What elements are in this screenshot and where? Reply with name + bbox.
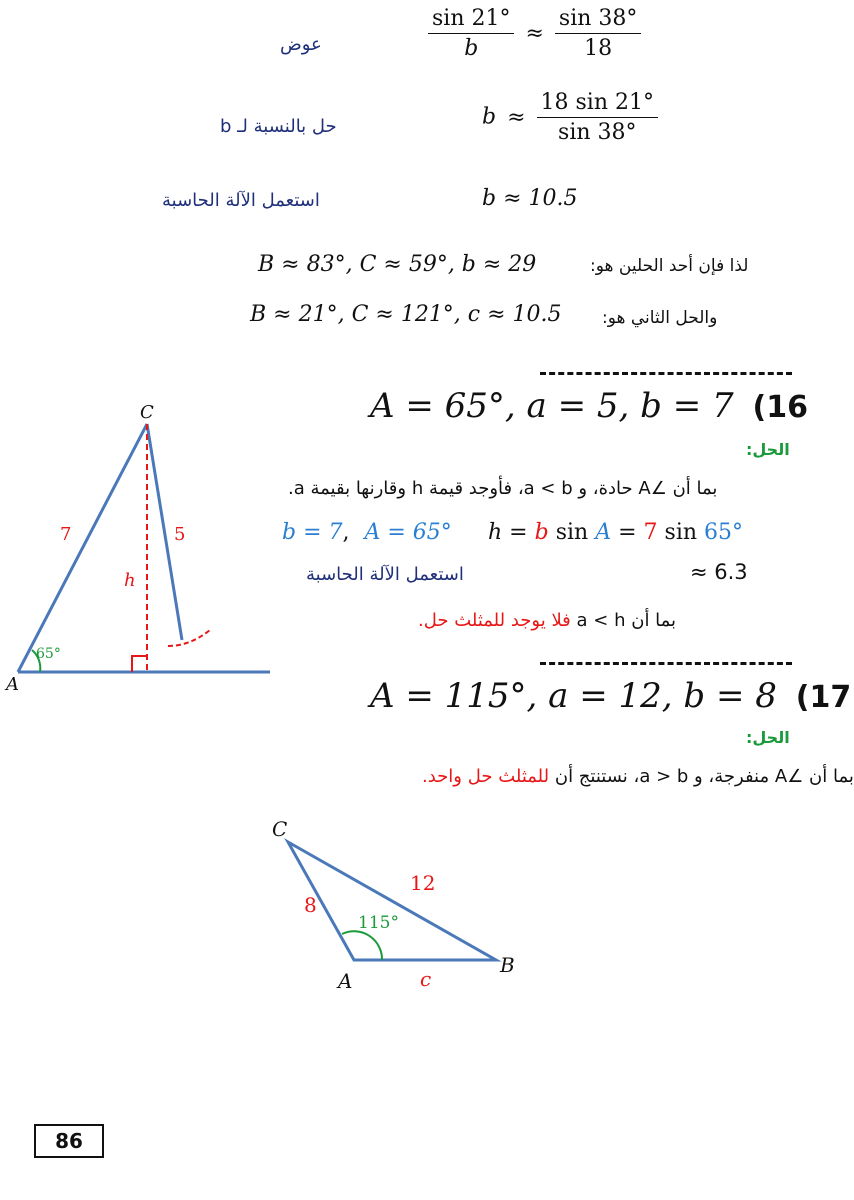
- figure17-vertex-c: C: [272, 817, 288, 841]
- problem17-line1-prefix: بما أن ∠A منفرجة، و a > b، نستنتج أن: [554, 766, 854, 787]
- step2-den: sin 38°: [558, 120, 637, 145]
- step1-lhs-den: b: [464, 36, 479, 61]
- separator-2: [540, 662, 792, 665]
- h-formula: [488, 520, 743, 545]
- h-formula-b: b: [534, 520, 549, 545]
- problem17-line1-red: للمثلث حل واحد.: [422, 766, 550, 787]
- problem16-solution-label: الحل:: [746, 440, 790, 459]
- h-formula-eq: =: [618, 520, 637, 545]
- problem16-conclusion: [418, 610, 676, 631]
- figure17-triangle: [260, 812, 540, 1012]
- step3-expr: b ≈ 10.5: [482, 186, 578, 211]
- h-formula-a: A: [595, 520, 612, 545]
- value-angle-a: A = 65°: [364, 520, 452, 545]
- h-formula-angle: 65°: [704, 520, 744, 545]
- problem17-line1: [422, 766, 854, 787]
- problem16-heading: [370, 386, 808, 426]
- problem17-given: A = 115°, a = 12, b = 8: [370, 676, 777, 716]
- step1-approx: ≈: [525, 20, 544, 46]
- figure17-outline: [288, 842, 496, 960]
- figure17-side-b-label: 8: [304, 893, 317, 917]
- problem17-solution-label: الحل:: [746, 728, 790, 747]
- figure17-side-a-label: 12: [410, 871, 436, 895]
- problem16-conclusion-red: فلا يوجد للمثلث حل.: [418, 610, 571, 631]
- problem16-values: b = 7, A = 65°: [282, 520, 452, 545]
- step2-fraction: [537, 90, 658, 145]
- h-formula-sin2: sin: [664, 520, 698, 545]
- figure17-vertex-b: B: [500, 953, 515, 977]
- h-formula-lhs: h =: [488, 520, 528, 545]
- step1-lhs-fraction: [428, 6, 514, 61]
- page-number: 86: [34, 1124, 104, 1158]
- figure16-side-b: [18, 424, 147, 672]
- solution2-expr: B ≈ 21°, C ≈ 121°, c ≈ 10.5: [250, 302, 562, 327]
- figure16-angle-label: 65°: [36, 646, 61, 662]
- solution1-expr: B ≈ 83°, C ≈ 59°, b ≈ 29: [258, 252, 537, 277]
- step2-var: b: [482, 104, 497, 130]
- solution1-prefix: لذا فإن أحد الحلين هو:: [590, 256, 749, 276]
- step1-lhs-num: sin 21°: [428, 6, 514, 34]
- step2-label: حل بالنسبة لـ b: [220, 116, 337, 137]
- figure16-vertex-a: A: [6, 674, 19, 695]
- figure17-side-c-label: c: [420, 967, 432, 991]
- step3-label: استعمل الآلة الحاسبة: [162, 190, 320, 211]
- step2-equation: [482, 90, 658, 145]
- step1-equation: [428, 6, 641, 61]
- problem17-number: (17: [795, 680, 852, 715]
- problem16-calc-label: استعمل الآلة الحاسبة: [306, 564, 464, 585]
- h-formula-sin: sin: [555, 520, 589, 545]
- figure16-right-angle-mark: [132, 656, 147, 672]
- step1-label: عوض: [280, 34, 322, 55]
- figure17-vertex-a: A: [338, 969, 353, 993]
- figure16-triangle: [0, 390, 280, 695]
- figure16-height-label: h: [124, 570, 136, 591]
- problem16-line1: بما أن ∠A حادة، و a < b، فأوجد قيمة h وقارنها بقيمة a.: [288, 478, 718, 499]
- h-formula-seven: 7: [643, 520, 658, 545]
- step1-rhs-num: sin 38°: [555, 6, 641, 34]
- figure17-angle-arc: [342, 931, 382, 960]
- figure16-side-b-label: 7: [60, 524, 72, 545]
- problem16-number: (16: [752, 390, 808, 425]
- problem16-conclusion-prefix: بما أن a < h: [576, 610, 677, 631]
- figure16-arc: [168, 630, 210, 646]
- step2-approx: ≈: [507, 104, 526, 130]
- step1-rhs-fraction: [555, 6, 641, 61]
- problem17-heading: [370, 676, 851, 716]
- figure16-side-a-label: 5: [174, 524, 186, 545]
- figure17-angle-label: 115°: [358, 913, 399, 933]
- step2-num: 18 sin 21°: [537, 90, 658, 118]
- step1-rhs-den: 18: [584, 36, 613, 61]
- solution2-prefix: والحل الثاني هو:: [602, 308, 718, 328]
- separator-1: [540, 372, 792, 375]
- problem16-calc-value: ≈ 6.3: [690, 560, 748, 584]
- value-b: b = 7: [282, 520, 343, 545]
- problem16-given: A = 65°, a = 5, b = 7: [370, 386, 734, 426]
- figure16-vertex-c: C: [140, 402, 154, 423]
